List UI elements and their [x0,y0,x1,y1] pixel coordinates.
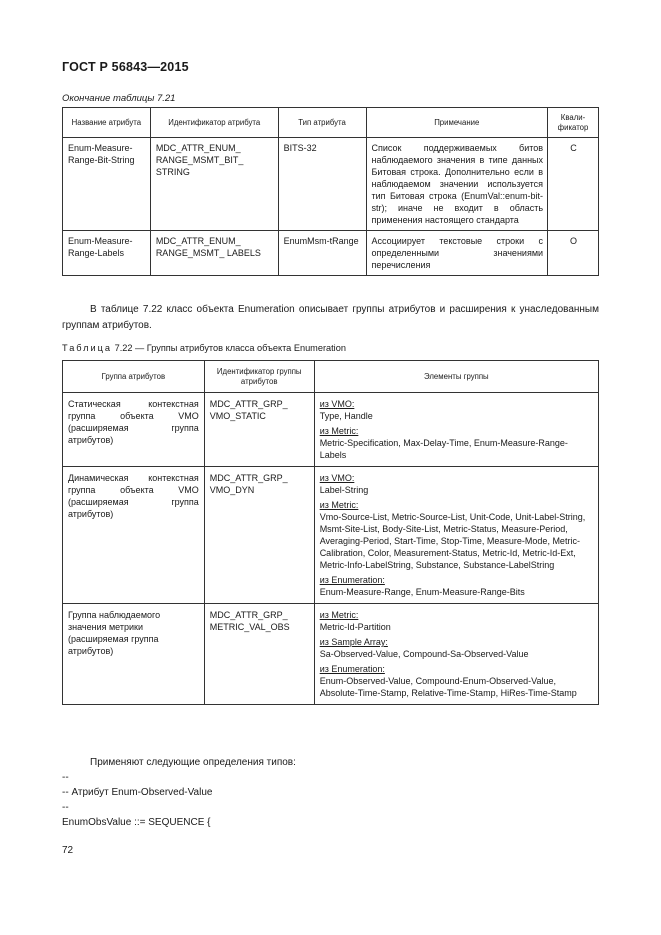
type-definitions-paragraph: Применяют следующие определения типов: [90,757,296,768]
group-name-line: (расширяемая группа атрибутов) [68,634,159,656]
attribute-name: Enum-Measure-Range-Labels [63,231,151,276]
element-list: Enum-Measure-Range, Enum-Measure-Range-Bits [319,587,525,597]
table-header-row [63,361,599,393]
group-elements [314,393,598,467]
element-source: из Sample Array: [319,637,388,647]
group-name [63,604,205,705]
group-id-line: MDC_ATTR_GRP_ [209,610,288,620]
element-source: из Enumeration: [319,575,385,585]
group-name: Статическая контекстная группа объекта VMO (расширяемая группа атрибутов) [63,393,205,467]
code-line: EnumObsValue ::= SEQUENCE { [62,817,211,828]
attributes-table [62,107,599,276]
group-elements [314,604,598,705]
table-row [63,604,599,705]
element-source: из Metric: [319,500,359,510]
group-id-line: VMO_STATIC [209,411,266,421]
group-id [204,467,314,604]
group-name: Динамическая контекстная группа объекта VMO (расширяемая группа атрибутов) [63,467,205,604]
page-number: 72 [62,845,74,856]
attribute-id: MDC_ATTR_ENUM_ RANGE_MSMT_ LABELS [150,231,278,276]
group-id-line: VMO_DYN [209,485,255,495]
attribute-type: EnumMsm-tRange [278,231,366,276]
column-header: Примечание [366,108,548,138]
table2-caption [62,343,346,353]
attribute-note: Ассоциирует текстовые строки с определенными значениями перечисления [366,231,548,276]
table-row [63,393,599,467]
element-list: Metric-Id-Partition [319,622,391,632]
element-list: Label-String [319,485,369,495]
group-id-line: MDC_ATTR_GRP_ [209,399,288,409]
column-header: Квали-фикатор [548,108,599,138]
table-row [63,467,599,604]
table-header-row [63,108,599,138]
table2-caption-prefix: Таблица [62,343,113,353]
group-name-line: Группа наблюдаемого значения метрики [68,610,161,632]
code-line: -- [62,802,69,813]
standard-code-header: ГОСТ Р 56843—2015 [62,60,189,74]
column-header: Идентификатор атрибута [150,108,278,138]
attribute-name: Enum-Measure-Range-Bit-String [63,138,151,231]
element-source: из VMO: [319,399,355,409]
column-header: Идентификатор группы атрибутов [204,361,314,393]
group-id [204,393,314,467]
element-source: из VMO: [319,473,355,483]
table1-caption: Окончание таблицы 7.21 [62,93,176,104]
code-line: -- [62,772,69,783]
attribute-note: Список поддерживаемых битов наблюдаемого значения в типе данных Битовая строка. Дополнительно если в наблюдаемом значении используется тип Битовая строка (EnumVal::enum-bit-str); иначе не входит в область применения настоящего стандарта [366,138,548,231]
column-header: Элементы группы [314,361,598,393]
element-list: Vmo-Source-List, Metric-Source-List, Unit-Code, Unit-Label-String, Msmt-Site-List, Body-Site-List, Metric-Status, Measure-Period, Averaging-Period, Start-Time, Stop-Time, Measure-Mode, Metric-Calibration, Color, Measurement-Status, Metric-Id, Metric-Id-Ext, Metric-Info-LabelString, Substance, Substance-LabelString [319,512,586,570]
element-list: Sa-Observed-Value, Compound-Sa-Observed-Value [319,649,529,659]
element-list: Metric-Specification, Max-Delay-Time, Enum-Measure-Range-Labels [319,438,568,460]
element-list: Enum-Observed-Value, Compound-Enum-Observed-Value, Absolute-Time-Stamp, Relative-Time-Stamp, HiRes-Time-Stamp [319,676,577,698]
group-id [204,604,314,705]
attribute-qualifier: C [548,138,599,231]
code-line: -- Атрибут Enum-Observed-Value [62,787,213,798]
column-header: Группа атрибутов [63,361,205,393]
attribute-id: MDC_ATTR_ENUM_ RANGE_MSMT_BIT_ STRING [150,138,278,231]
column-header: Название атрибута [63,108,151,138]
group-id-line: MDC_ATTR_GRP_ [209,473,288,483]
table2-caption-text: 7.22 — Группы атрибутов класса объекта Enumeration [112,343,346,353]
attribute-type: BITS-32 [278,138,366,231]
table-row [63,231,599,276]
attribute-qualifier: O [548,231,599,276]
table-row [63,138,599,231]
element-source: из Metric: [319,426,359,436]
group-id-line: METRIC_VAL_OBS [209,622,290,632]
attribute-groups-table [62,360,599,705]
intro-paragraph: В таблице 7.22 класс объекта Enumeration описывает группы атрибутов и расширения к унаследованным группам атрибутов. [62,304,599,331]
element-source: из Enumeration: [319,664,385,674]
element-list: Type, Handle [319,411,373,421]
group-elements [314,467,598,604]
column-header: Тип атрибута [278,108,366,138]
element-source: из Metric: [319,610,359,620]
